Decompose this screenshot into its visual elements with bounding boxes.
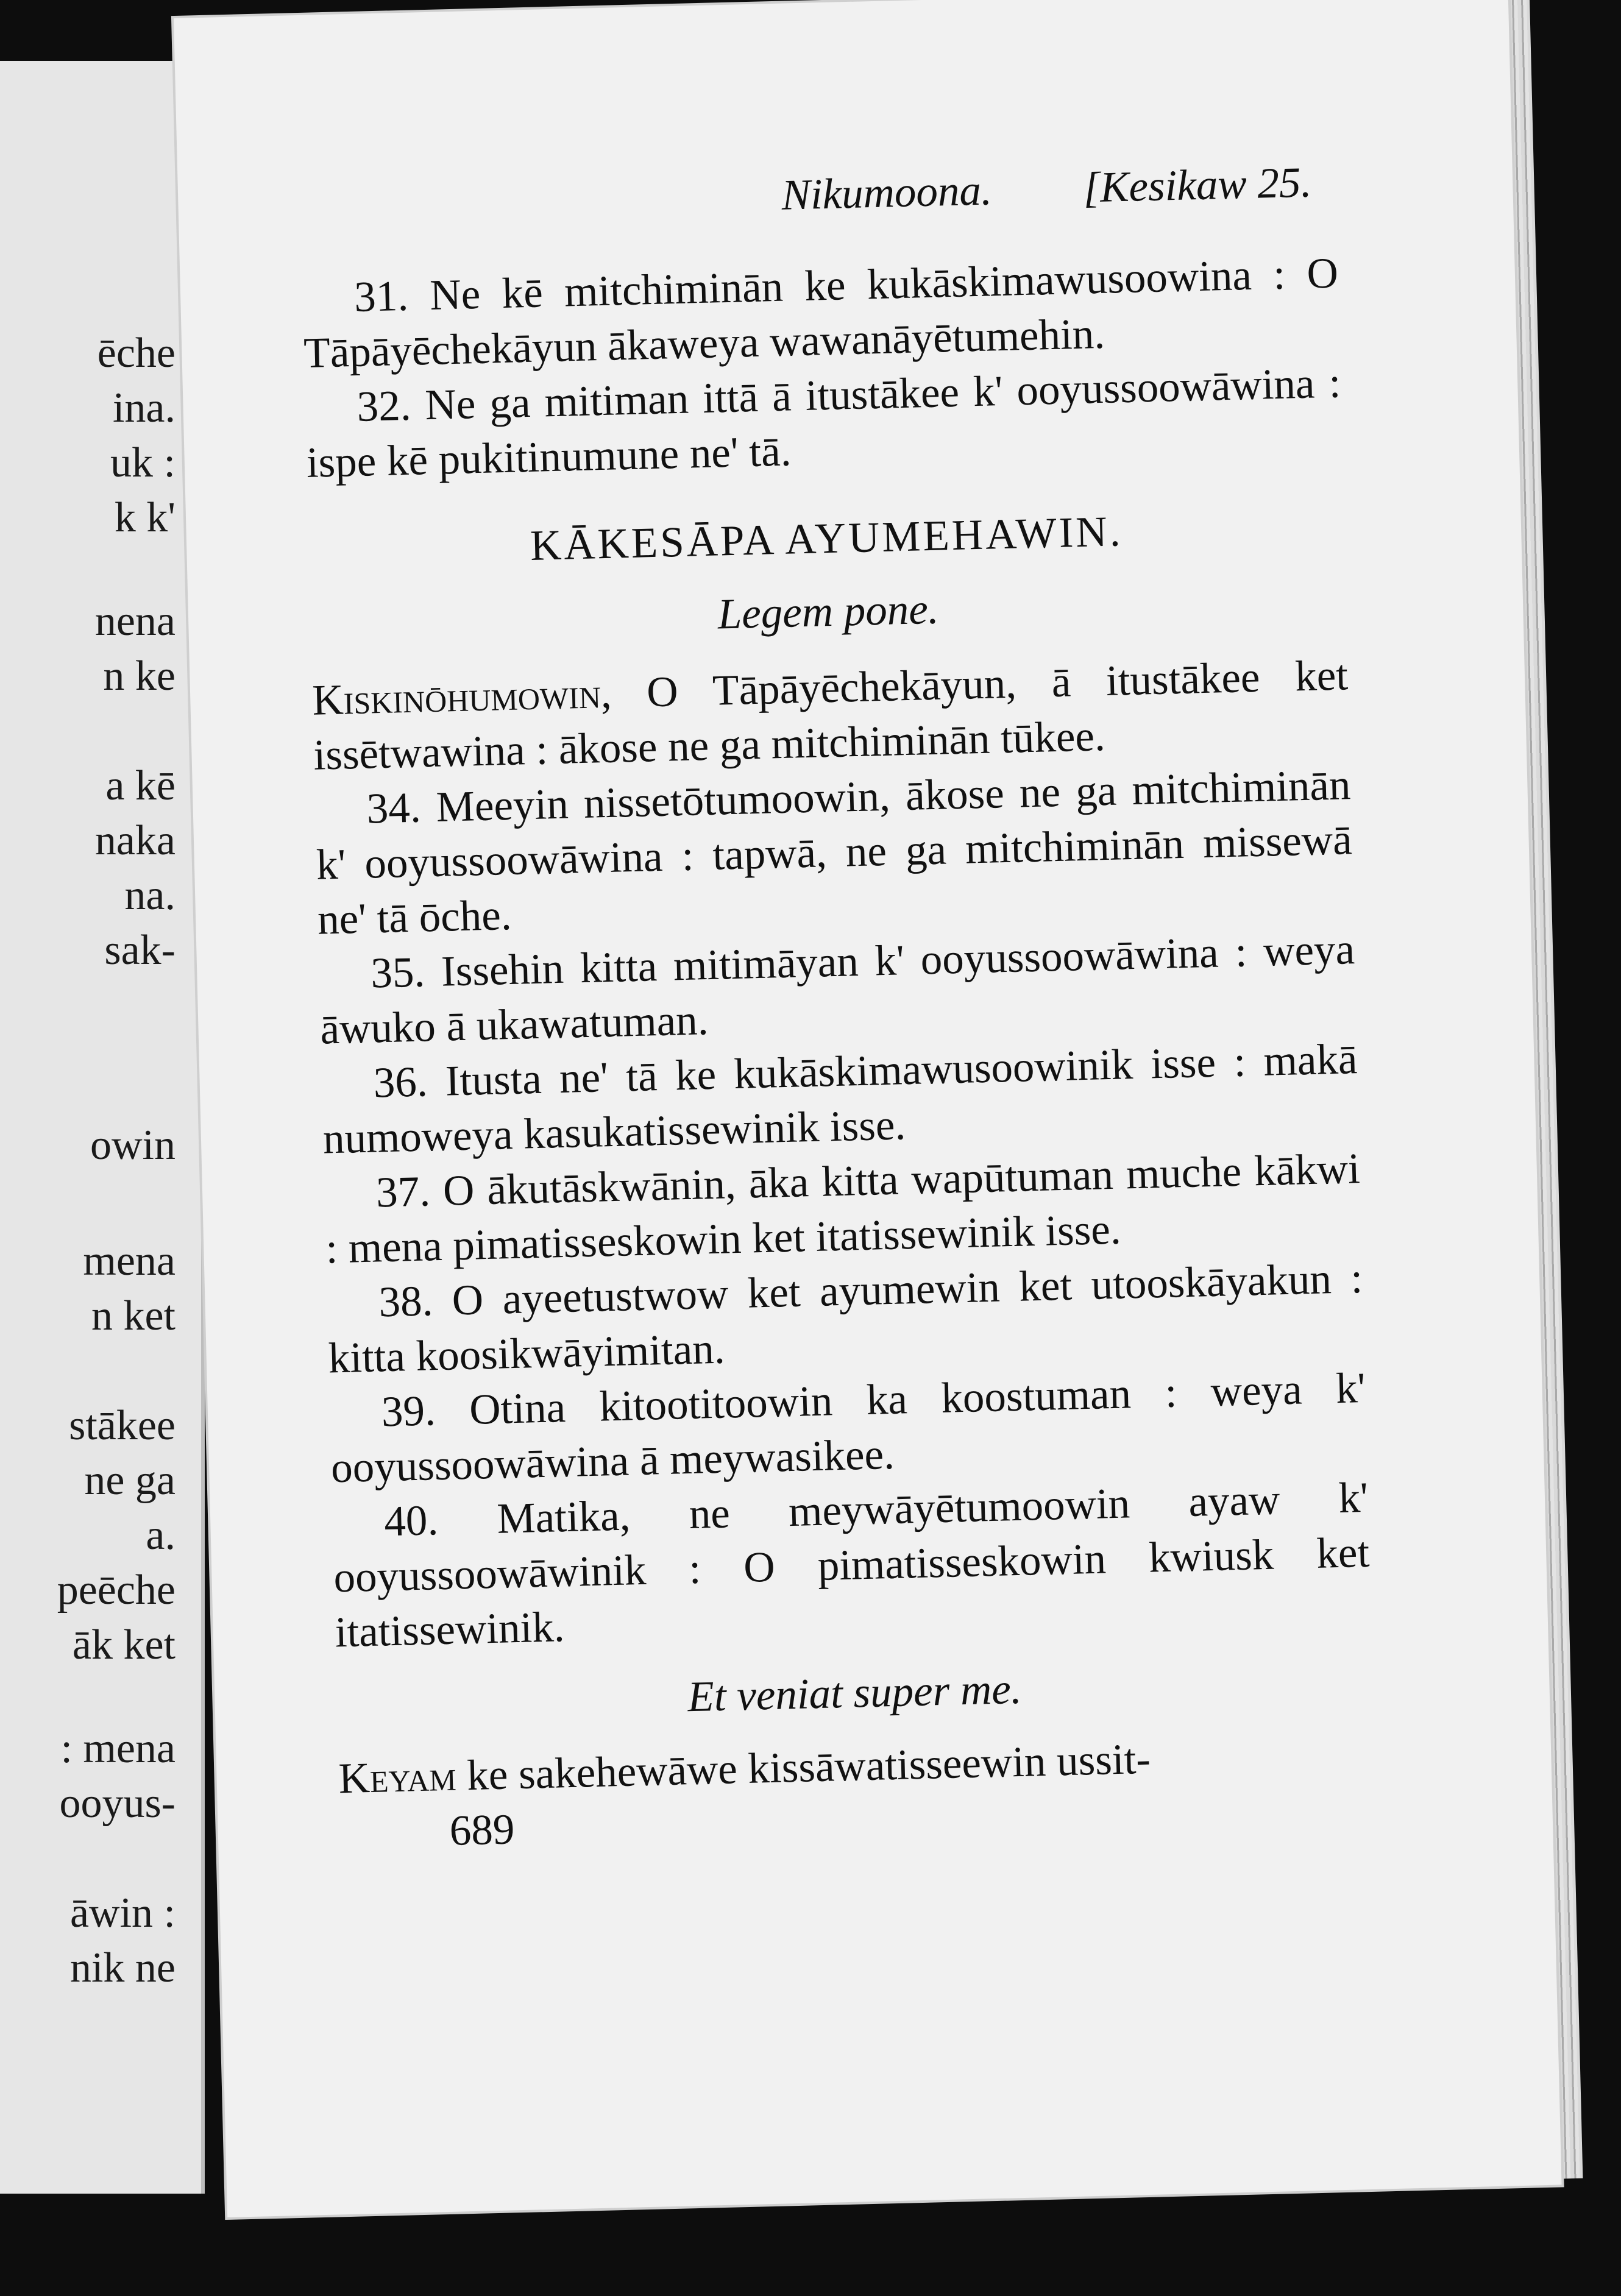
page-text	[300, 154, 1377, 1861]
intro-text: O Tāpāyēchekāyun, ā itustākee ket issētwawina : ākose ne ga mitchiminān tūkee.	[313, 651, 1349, 779]
left-line: a kē	[105, 762, 176, 809]
left-line: uk :	[110, 439, 176, 486]
intro-smallcaps: Kiskinōhumowin,	[311, 669, 612, 725]
left-line: sak-	[104, 927, 176, 974]
left-line: : mena	[60, 1725, 176, 1772]
section-subtitle-2: Et veniat super me.	[687, 1665, 1023, 1721]
section-title: KĀKESĀPA AYUMEHAWIN.	[530, 508, 1124, 570]
current-page	[174, 0, 1562, 2217]
page-number: 689	[449, 1805, 516, 1855]
left-line: mena	[83, 1238, 176, 1284]
verse: 36. Itusta ne' tā ke kukāskimawusoowinik isse : makā numoweya kasukatissewinik isse.	[322, 1035, 1358, 1163]
verse: 35. Issehin kitta mitimāyan k' ooyussoowāwina : weya āwuko ā ukawatuman.	[319, 926, 1355, 1054]
left-line: ne ga	[84, 1457, 176, 1504]
verse: 39. Otina kitootitoowin ka koostuman : weya k' ooyussoowāwina ā meywasikee.	[330, 1364, 1366, 1492]
left-line: n ket	[91, 1292, 176, 1339]
running-header	[300, 154, 1337, 247]
left-line: ēche	[97, 330, 176, 377]
left-line: āk ket	[72, 1621, 176, 1668]
verse: 31. Ne kē mitchiminān ke kukāskimawusoowina : O Tāpāyēchekāyun ākaweya wawanāyētumehin.	[303, 249, 1339, 377]
left-line: na.	[124, 872, 176, 919]
left-line: nena	[94, 598, 176, 645]
left-line: āwin :	[69, 1890, 176, 1936]
verse: 37. O ākutāskwānin, āka kitta wapūtuman muche kākwi : mena pimatisseskowin ket itatissewinik isse.	[325, 1145, 1361, 1273]
left-line: n ke	[103, 653, 176, 700]
left-line: a.	[146, 1512, 176, 1559]
verse: 40. Matika, ne meywāyētumoowin ayaw k' ooyussoowāwinik : O pimatisseskowin kwiusk ket itatissewinik.	[333, 1473, 1371, 1657]
header-section: Nikumoona.	[781, 166, 993, 219]
final-text: ke sakehewāwe kissāwatisseewin ussit-	[455, 1735, 1151, 1800]
left-line: peēche	[57, 1567, 176, 1614]
header-bracket: [Kesikaw 25.	[1082, 158, 1313, 212]
left-line: naka	[94, 817, 176, 864]
verse: 32. Ne ga mitiman ittā ā itustākee k' ooyussoowāwina : ispe kē pukitinumune ne' tā.	[305, 359, 1342, 487]
left-line: owin	[90, 1122, 176, 1169]
left-line: stākee	[69, 1402, 176, 1449]
left-line: k k'	[114, 494, 176, 541]
section-subtitle: Legem pone.	[717, 585, 940, 639]
left-line: nik ne	[69, 1944, 176, 1991]
left-line: ina.	[112, 384, 176, 431]
final-smallcaps: Keyam	[338, 1752, 457, 1803]
verse: 34. Meeyin nissetōtumoowin, ākose ne ga mitchiminān k' ooyussoowāwina : tapwā, ne ga mitchiminān missewā ne' tā ōche.	[316, 761, 1353, 944]
previous-page	[0, 61, 205, 2194]
left-line: ooyus-	[59, 1780, 176, 1827]
verse: 38. O ayeetustwow ket ayumewin ket utooskāyakun : kitta koosikwāyimitan.	[327, 1254, 1364, 1383]
